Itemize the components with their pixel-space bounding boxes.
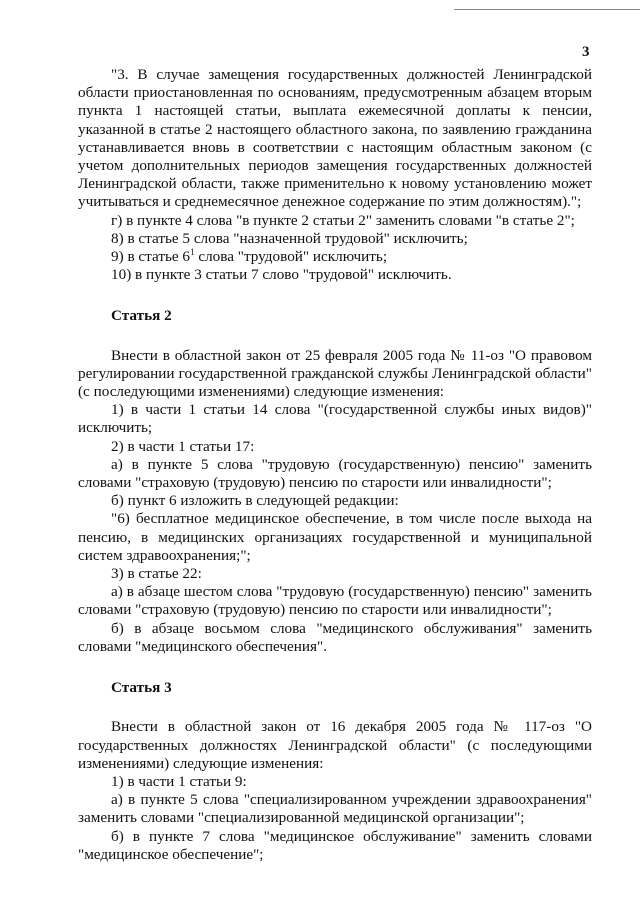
spacer [78, 284, 592, 307]
spacer [78, 656, 592, 679]
article-2-item-2b: б) пункт 6 изложить в следующей редакции: [111, 492, 399, 510]
article-3-item-1a: а) в пункте 5 слова "специализированном учреждении здравоохранения" заменить словами "специализированной медицинской организации"; [78, 791, 592, 827]
article-2-item-3b: б) в абзаце восьмом слова "медицинского обслуживания" заменить словами "медицинского обеспечения". [78, 619, 592, 655]
article-3-item-1b: б) в пункте 7 слова "медицинское обслуживание" заменить словами "медицинское обеспечение"; [78, 827, 592, 863]
article-2-item-2: 2) в части 1 статьи 17: [111, 437, 255, 455]
article-2-item-3: 3) в статье 22: [111, 565, 202, 583]
superscript-index: 1 [190, 246, 195, 257]
spacer [78, 326, 592, 347]
article-2-item-3a: а) в абзаце шестом слова "трудовую (государственную) пенсию" заменить словами "страховую (трудовую) пенсию по старости или инвалидности"; [78, 583, 592, 619]
paragraph-item-8: 8) в статье 5 слова "назначенной трудовой" исключить; [111, 229, 468, 247]
article-2-item-6-text: "6) бесплатное медицинское обеспечение, в том числе после выхода на пенсию, в медицинских организациях государственной и муниципальной систем здравоохранения;"; [78, 510, 592, 564]
article-3-intro: Внести в областной закон от 16 декабря 2005 года № 117-оз "О государственных должностях Ленинградской области" (с последующими изменениями) следующие изменения: [78, 718, 592, 772]
paragraph-item-10: 10) в пункте 3 статьи 7 слово "трудовой" исключить. [111, 266, 452, 284]
article-2-heading: Статья 2 [111, 307, 172, 325]
paragraph-item-9 [78, 248, 592, 266]
item-9-text-before: 9) в статье 6 [111, 248, 191, 266]
paragraph-clause-3: "3. В случае замещения государственных должностей Ленинградской области приостановленная по основаниям, предусмотренным абзацем вторым пункта 1 настоящей статьи, выплата ежемесячной доплаты к пенсии, указанной в статье 2 настоящего областного закона, по заявлению гражданина устанавливается вновь в соответствии с настоящим областным законом (с учетом дополнительных периодов замещения государственных должностей Ленинградской области, также применительно к новому установлению может учитываться и среднемесячное денежное содержание по этим должностям)."; [78, 66, 592, 211]
paragraph-item-g: г) в пункте 4 слова "в пункте 2 статьи 2" заменить словами "в статье 2"; [111, 211, 575, 229]
article-2-intro: Внести в областной закон от 25 февраля 2005 года № 11-оз "О правовом регулировании государственной гражданской службы Ленинградской области" (с последующими изменениями) следующие изменения: [78, 346, 592, 401]
top-border-line [454, 9, 640, 10]
article-3-heading: Статья 3 [111, 679, 172, 697]
article-2-item-1: 1) в части 1 статьи 14 слова "(государственной службы иных видов)" исключить; [78, 401, 592, 437]
document-body [78, 66, 592, 864]
spacer [78, 697, 592, 718]
item-9-text-after: слова "трудовой" исключить; [194, 248, 388, 266]
article-2-item-2a: а) в пункте 5 слова "трудовую (государственную) пенсию" заменить словами "страховую (трудовую) пенсию по старости или инвалидности"; [78, 455, 592, 492]
page-number: 3 [582, 44, 590, 60]
article-3-item-1: 1) в части 1 статьи 9: [111, 772, 247, 790]
